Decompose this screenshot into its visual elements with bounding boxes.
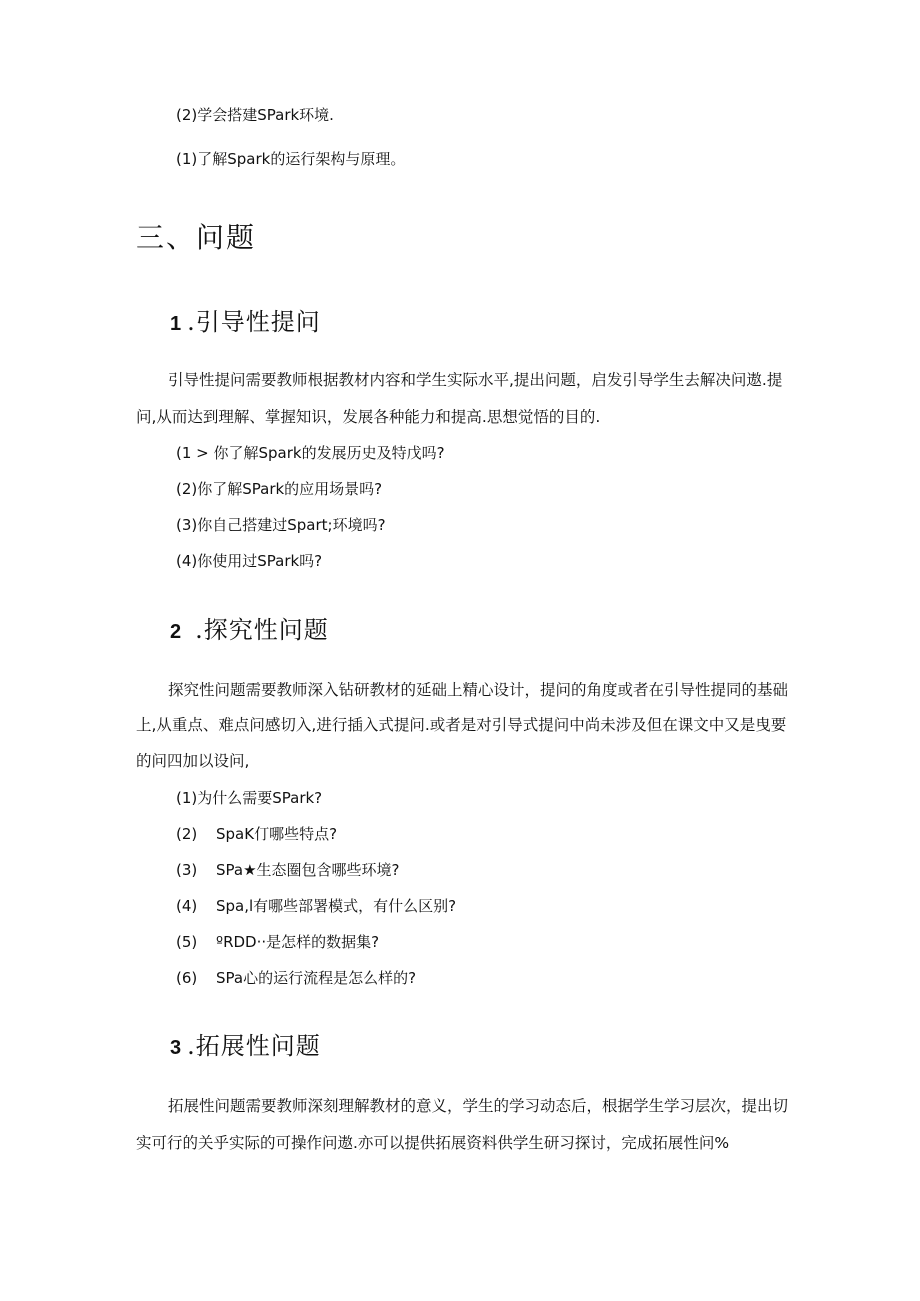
question-text: ºRDD··是怎样的数据集? xyxy=(216,933,380,951)
question-text: Spa,l有哪些部署模式，有什么区别? xyxy=(216,897,457,915)
section-heading: 三、问题 xyxy=(136,221,257,254)
question-number: (6) xyxy=(176,969,198,987)
subsection-title: .引导性提问 xyxy=(187,308,321,336)
paragraph-line: 探究性问题需要教师深入钻研教材的延础上精心设计，提问的角度或者在引导性提同的基础 xyxy=(168,681,789,699)
question-item xyxy=(176,967,416,988)
paragraph-line: 引导性提问需要教师根据教材内容和学生实际水平,提出问题，启发引导学生去解决问遨.提 xyxy=(168,371,783,389)
subsection-number: 2 xyxy=(170,621,182,643)
objective-item: (2)学会搭建SPark环境. xyxy=(176,106,334,124)
question-item: (3)你自己搭建过Spart;环境吗? xyxy=(176,516,386,534)
question-text: SpaK仃哪些特点? xyxy=(216,825,338,843)
question-number: (4) xyxy=(176,897,198,915)
question-item xyxy=(176,895,456,916)
question-text: SPa心的运行流程是怎么样的? xyxy=(216,969,417,987)
question-item xyxy=(176,823,337,844)
subsection-number: 3 xyxy=(170,1037,182,1059)
question-item: (4)你使用过SPark吗? xyxy=(176,552,323,570)
subsection-number: 1 xyxy=(170,313,182,335)
question-item: (1)为什么需要SPark? xyxy=(176,789,323,807)
subsection-title: .拓展性问题 xyxy=(187,1032,321,1060)
question-item: (1 > 你了解Spark的发展历史及特戊吗? xyxy=(176,444,445,462)
question-item xyxy=(176,859,400,880)
question-number: (5) xyxy=(176,933,198,951)
question-number: (2) xyxy=(176,825,198,843)
subsection-heading-2 xyxy=(170,610,329,645)
question-item: (2)你了解SPark的应用场景吗? xyxy=(176,480,383,498)
paragraph-line: 的问四加以设问, xyxy=(136,752,250,770)
objective-item: (1)了解Spark的运行架构与原理。 xyxy=(176,150,406,168)
paragraph-line: 实可行的关乎实际的可操作问遨.亦可以提供拓展资料供学生研习探讨，完成拓展性问% xyxy=(136,1134,730,1152)
paragraph-line: 拓展性问题需要教师深刻理解教材的意义，学生的学习动态后，根据学生学习层次，提出切 xyxy=(168,1097,789,1115)
subsection-title: .探究性问题 xyxy=(195,616,329,644)
paragraph-line: 问,从而达到理解、掌握知识，发展各种能力和提高.思想觉悟的目的. xyxy=(136,408,601,426)
question-text: SPa★生态圈包含哪些环境? xyxy=(216,861,400,879)
subsection-heading-1 xyxy=(170,302,321,337)
paragraph-line: 上,从重点、难点问感切入,进行插入式提问.或者是对引导式提问中尚未涉及但在课文中又是曳要 xyxy=(136,716,787,734)
subsection-heading-3 xyxy=(170,1026,321,1061)
question-item xyxy=(176,931,379,952)
question-number: (3) xyxy=(176,861,198,879)
